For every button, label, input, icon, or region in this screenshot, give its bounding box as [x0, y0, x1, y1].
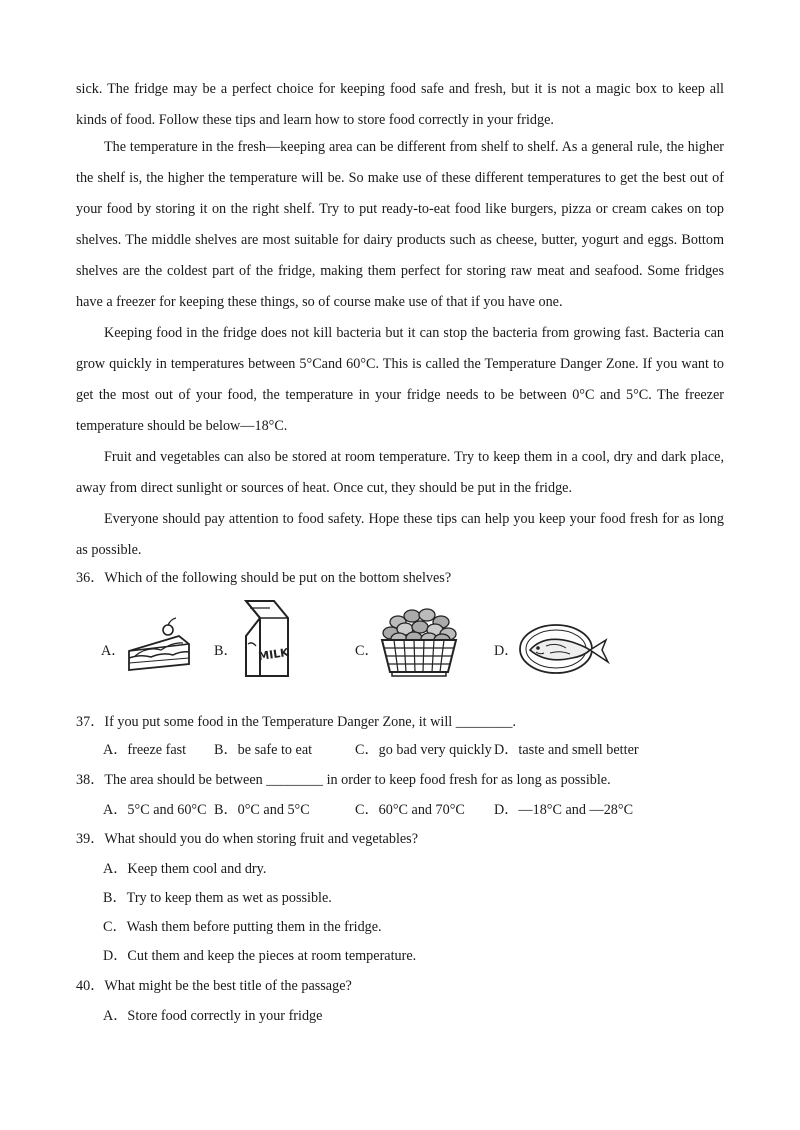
question-39-stem: 39．What should you do when storing fruit and vegetables? — [76, 831, 419, 847]
q37-option-c[interactable]: C．go bad very quickly — [355, 742, 492, 758]
q36-option-a-letter: A． — [101, 643, 126, 659]
cake-icon — [121, 616, 197, 676]
q37-option-d[interactable]: D．taste and smell better — [494, 742, 639, 758]
passage-paragraph-3: Keeping food in the fridge does not kill bacteria but it can stop the bacteria from growing fast. Bacteria can grow quickly in temperatures between 5°Cand 60°C. This is called the Temperature Danger Zone. If you want to get the most out of your food, the temperature in your fridge needs to be between 0°C and 5°C. The freezer temperature should be below—18°C. — [76, 325, 724, 434]
question-37-stem: 37．If you put some food in the Temperature Danger Zone, it will ________. — [76, 714, 517, 730]
passage-paragraph-1: sick. The fridge may be a perfect choice for keeping food safe and fresh, but it is not a magic box to keep all kinds of food. Follow these tips and learn how to store food correctly in your fridge. — [76, 81, 724, 128]
q39-option-d[interactable]: D．Cut them and keep the pieces at room temperature. — [103, 948, 417, 964]
q38-option-b[interactable]: B．0°C and 5°C — [214, 802, 310, 818]
egg-basket-icon — [378, 600, 460, 678]
q37-option-b[interactable]: B．be safe to eat — [214, 742, 313, 758]
fish-plate-icon — [516, 620, 612, 678]
passage-paragraph-2: The temperature in the fresh—keeping area can be different from shelf to shelf. As a general rule, the higher the shelf is, the higher the temperature will be. So make use of these different temperatures to get the best out of your food by storing it on the right shelf. Try to put ready-to-eat food like burgers, pizza or cream cakes on top shelves. The middle shelves are most suitable for dairy products such as cheese, butter, yogurt and eggs. Bottom shelves are the coldest part of the fridge, making them perfect for storing raw meat and seafood. Some fridges have a freezer for keeping these things, so of course make use of that if you have one. — [76, 139, 724, 310]
question-40-stem: 40．What might be the best title of the passage? — [76, 978, 352, 994]
q37-option-a[interactable]: A．freeze fast — [103, 742, 187, 758]
question-38-stem: 38．The area should be between ________ in order to keep food fresh for as long as possible. — [76, 772, 611, 788]
q39-option-b[interactable]: B．Try to keep them as wet as possible. — [103, 890, 332, 906]
q40-option-a[interactable]: A．Store food correctly in your fridge — [103, 1008, 323, 1024]
q38-option-d[interactable]: D．—18°C and —28°C — [494, 802, 634, 818]
q36-option-b-letter: B． — [214, 643, 238, 659]
q36-option-c-letter: C． — [355, 643, 379, 659]
question-36-stem: 36．Which of the following should be put on the bottom shelves? — [76, 570, 452, 586]
q36-option-d-letter: D． — [494, 643, 519, 659]
q39-option-c[interactable]: C．Wash them before putting them in the fridge. — [103, 919, 382, 935]
passage-paragraph-4: Fruit and vegetables can also be stored at room temperature. Try to keep them in a cool, dry and dark place, away from direct sunlight or sources of heat. Once cut, they should be put in the fridge. — [76, 449, 724, 496]
milk-carton-icon — [236, 596, 296, 680]
milk-label-text: MILK — [257, 645, 290, 664]
q39-option-a[interactable]: A．Keep them cool and dry. — [103, 861, 267, 877]
q38-option-a[interactable]: A．5°C and 60°C — [103, 802, 207, 818]
q38-option-c[interactable]: C．60°C and 70°C — [355, 802, 465, 818]
passage-paragraph-5: Everyone should pay attention to food safety. Hope these tips can help you keep your food fresh for as long as possible. — [76, 511, 724, 558]
